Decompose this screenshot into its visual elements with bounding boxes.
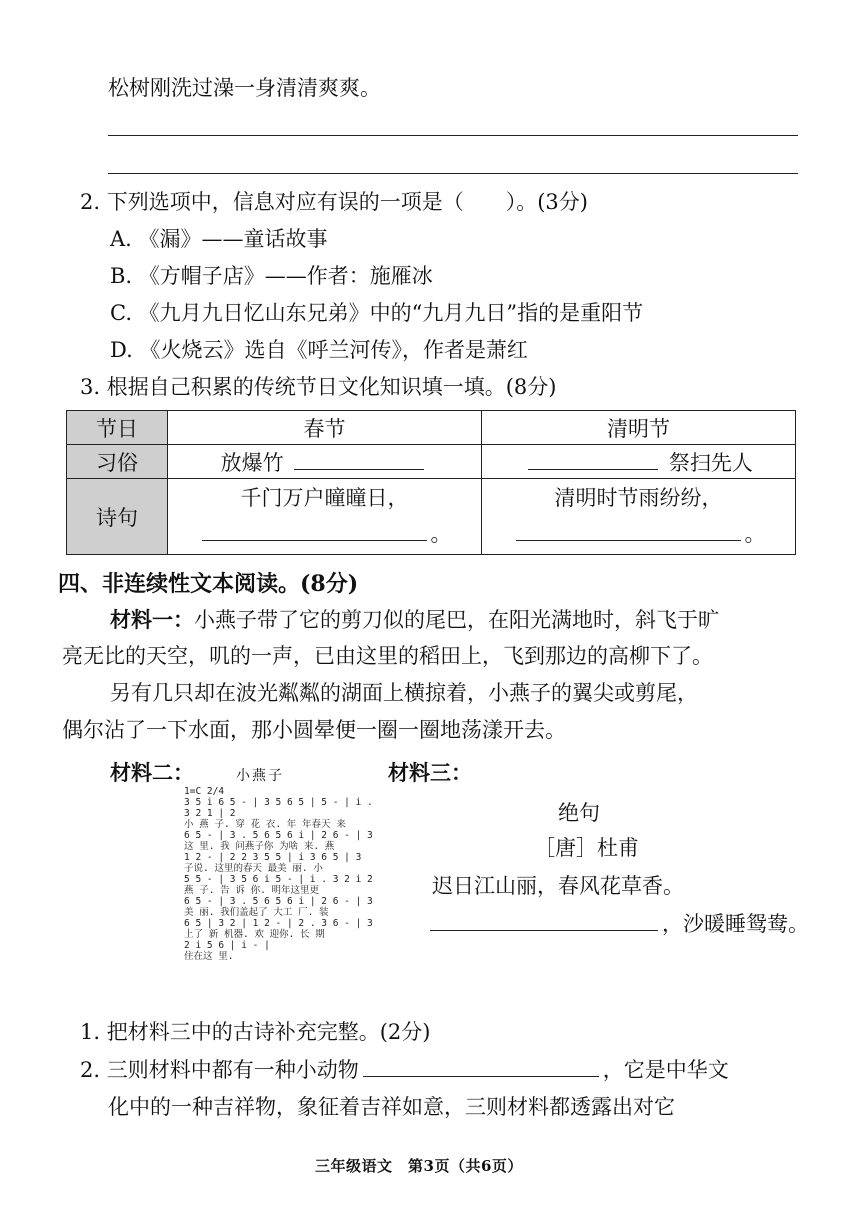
music-score [184,786,384,962]
page-footer: 三年级语文 第3页（共6页） [315,1157,523,1175]
score-line: 住在这 里. [184,951,234,962]
score-line: 小 燕 子. 穿 花 衣. 年 年春天 来 [184,819,346,830]
question-2-pre: 2. 三则材料中都有一种小动物 [80,1058,359,1082]
score-line: 燕 子. 告 诉 你. 明年这里更 [184,885,320,896]
question-2-stem: 2. 下列选项中，信息对应有误的一项是（ ）。(3分) [80,190,588,214]
answer-line [108,173,798,174]
custom-qingming-text: 祭扫先人 [668,450,753,475]
question-2-post: ，它是中华文 [602,1058,729,1082]
row-header-custom: 习俗 [67,445,168,479]
material-1-text-1: 小燕子带了它的剪刀似的尾巴，在阳光满地时，斜飞于旷 [194,608,719,632]
poem-qingming-end: 。 [744,521,766,546]
score-line: 2 i 5 6 | i - | [184,940,270,951]
answer-line [108,135,798,136]
poem-line-2-end: ，沙暖睡鸳鸯。 [662,912,809,936]
score-line: 1 2 - | 2 2 3 5 5 | i 3 6 5 | 3 [184,852,362,863]
row-header-festival: 节日 [67,411,168,445]
score-line: 这 里. 我 问燕子你 为啥 来. 燕 [184,841,335,852]
score-line: 6 5 - | 3 . 5 6 5 6 i | 2 6 - | 3 [184,830,373,841]
cell-festival-qingming: 清明节 [482,411,796,445]
score-line: 上了 新 机器. 欢 迎你. 长 期 [184,929,325,940]
score-line: 美 丽. 我们盖起了 大工 厂. 装 [184,907,329,918]
score-line: 5 5 - | 3 5 6 i 5 - | i . 3 2 i 2 [184,874,373,885]
material-3-label: 材料三： [388,760,472,785]
score-line: 1=C 2/4 [184,786,225,797]
poem-line-1: 迟日江山丽，春风花草香。 [432,874,684,898]
poem-line-2 [430,908,809,938]
score-line: 6 5 - | 3 . 5 6 5 6 i | 2 6 - | 3 [184,896,373,907]
section-4-question-1: 1. 把材料三中的古诗补充完整。(2分) [80,1020,431,1044]
question-3-stem: 3. 根据自己积累的传统节日文化知识填一填。(8分) [80,375,557,399]
poem-author: ［唐］杜甫 [534,836,639,860]
cell-custom-spring [168,445,482,479]
material-1-line-1 [110,609,719,631]
table-row [67,411,796,445]
section-4-question-2-line-1 [80,1060,729,1081]
poem-spring-text: 千门万户曈曈日， [240,485,409,510]
material-1-line-4: 偶尔沾了一下水面，那小圆晕便一圈一圈地荡漾开去。 [62,718,566,742]
cell-festival-spring: 春节 [168,411,482,445]
section-4-question-2-line-2: 化中的一种吉祥物，象征着吉祥如意，三则材料都透露出对它 [108,1095,675,1119]
row-header-poem: 诗句 [67,479,168,555]
cell-custom-qingming [482,445,796,479]
cell-poem-qingming [482,479,796,555]
score-line: 子说. 这里的春天 最美 丽. 小 [184,863,323,874]
score-line: 3 5 i 6 5 - | 3 5 6 5 | 5 - | i . 3 2 1 | 2 [184,797,373,819]
question-2-option-a: A. 《漏》——童话故事 [110,227,328,251]
answer-blank[interactable] [516,539,741,541]
festival-table [66,410,796,555]
poem-spring-end: 。 [430,521,452,546]
poem-qingming-text: 清明时节雨纷纷， [554,485,723,510]
cell-poem-spring [168,479,482,555]
poem-title: 绝句 [558,801,600,825]
answer-blank[interactable] [430,929,658,931]
question-2-option-d: D. 《火烧云》选自《呼兰河传》，作者是萧红 [110,338,528,362]
answer-blank[interactable] [363,1075,599,1077]
material-2-label: 材料二： [110,760,194,785]
question-2-option-b: B. 《方帽子店》——作者：施雁冰 [110,264,433,288]
material-1-line-2: 亮无比的天空，叽的一声，已由这里的稻田上，飞到那边的高柳下了。 [62,644,713,668]
material-1-label: 材料一： [110,607,194,632]
table-row [67,445,796,479]
section-4-heading: 四、非连续性文本阅读。(8分) [58,571,359,597]
answer-blank[interactable] [202,539,427,541]
material-1-line-3: 另有几只却在波光粼粼的湖面上横掠着，小燕子的翼尖或剪尾， [110,681,698,705]
score-line: 6 5 | 3 2 | 1 2 - | 2 . 3 6 - | 3 [184,918,373,929]
answer-blank[interactable] [294,468,424,470]
table-row [67,479,796,555]
question-2-option-c: C. 《九月九日忆山东兄弟》中的“九月九日”指的是重阳节 [110,301,644,325]
custom-spring-text: 放爆竹 [220,450,284,475]
answer-blank[interactable] [528,468,658,470]
top-sentence: 松树刚洗过澡一身清清爽爽。 [108,76,381,100]
score-title: 小燕子 [236,768,284,784]
